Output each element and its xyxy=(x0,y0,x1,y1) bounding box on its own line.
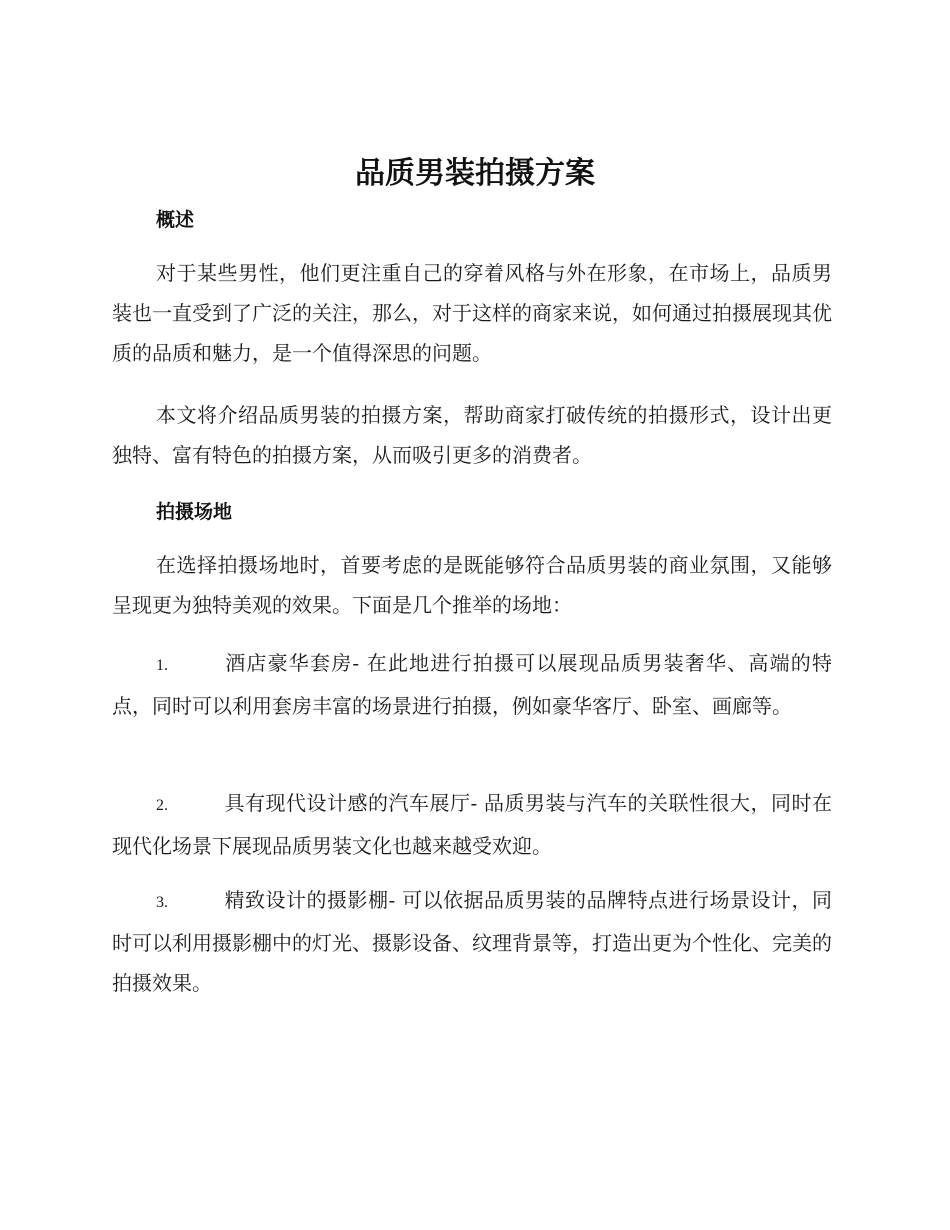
list-item-text: 酒店豪华套房- 在此地进行拍摄可以展现品质男装奢华、高端的特点，同时可以利用套房丰富的场景进行拍摄，例如豪华客厅、卧室、画廊等。 xyxy=(112,651,832,718)
list-item-text: 精致设计的摄影棚- 可以依据品质男装的品牌特点进行场景设计，同时可以利用摄影棚中的灯光、摄影设备、纹理背景等，打造出更为个性化、完美的拍摄效果。 xyxy=(112,888,832,995)
list-item xyxy=(112,783,832,866)
list-item-text: 具有现代设计感的汽车展厅- 品质男装与汽车的关联性很大，同时在现代化场景下展现品质男装文化也越来越受欢迎。 xyxy=(112,791,832,858)
section-heading-location: 拍摄场地 xyxy=(156,501,233,523)
overview-paragraph-2: 本文将介绍品质男装的拍摄方案，帮助商家打破传统的拍摄形式，设计出更独特、富有特色的拍摄方案，从而吸引更多的消费者。 xyxy=(112,403,832,467)
list-item-number: 1. xyxy=(156,657,168,674)
location-intro-paragraph: 在选择拍摄场地时，首要考虑的是既能够符合品质男装的商业氛围，又能够呈现更为独特美观的效果。下面是几个推举的场地： xyxy=(112,553,832,617)
list-item-number: 3. xyxy=(156,894,168,911)
list-item-number: 2. xyxy=(156,797,168,814)
section-heading-overview: 概述 xyxy=(156,209,195,231)
list-item xyxy=(112,643,832,726)
overview-paragraph-1: 对于某些男性，他们更注重自己的穿着风格与外在形象，在市场上，品质男装也一直受到了广泛的关注，那么，对于这样的商家来说，如何通过拍摄展现其优质的品质和魅力，是一个值得深思的问题。 xyxy=(112,261,832,365)
list-item xyxy=(112,880,832,1003)
document-title: 品质男装拍摄方案 xyxy=(355,156,595,191)
